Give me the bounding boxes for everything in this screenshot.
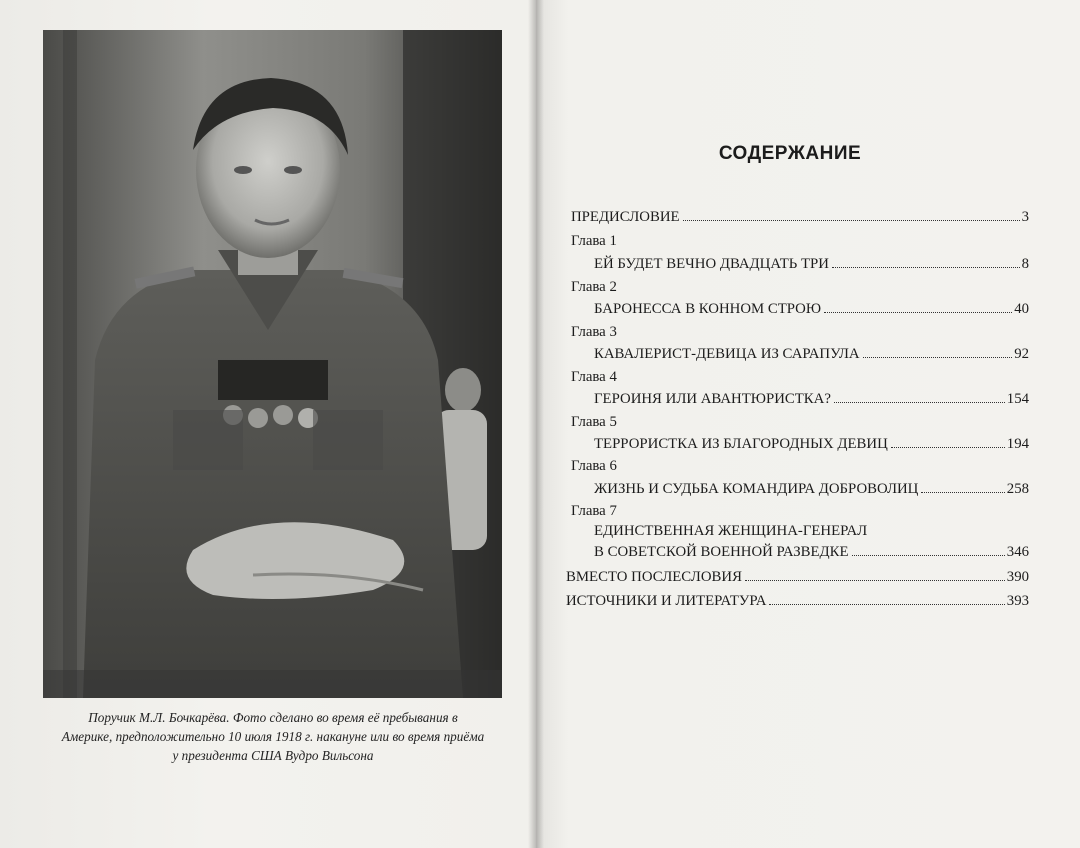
dot-leader — [824, 311, 1012, 313]
dot-leader — [745, 579, 1005, 581]
dot-leader — [769, 603, 1004, 605]
toc-entry-page: 390 — [1006, 569, 1029, 585]
dot-leader — [832, 266, 1020, 268]
toc-entry[interactable] — [594, 346, 1029, 363]
portrait-photo — [43, 30, 502, 698]
toc-entry[interactable] — [571, 209, 1029, 226]
chapter-label: Глава 7 — [571, 503, 617, 519]
caption-line: Поручик М.Л. Бочкарёва. Фото сделано во время её пребывания в — [88, 710, 458, 725]
toc-entry-title: ПРЕДИСЛОВИЕ — [571, 209, 680, 225]
toc-entry[interactable] — [594, 544, 1029, 561]
dot-leader — [921, 491, 1004, 493]
toc-entry[interactable] — [566, 593, 1029, 610]
left-page — [0, 0, 536, 848]
photo-caption — [56, 708, 490, 765]
toc-entry[interactable] — [594, 481, 1029, 498]
dot-leader — [891, 446, 1005, 448]
toc-entry[interactable] — [566, 569, 1029, 586]
toc-entry-title: ЖИЗНЬ И СУДЬБА КОМАНДИРА ДОБРОВОЛИЦ — [594, 481, 919, 497]
toc-entry[interactable] — [594, 256, 1029, 273]
toc-entry[interactable] — [594, 391, 1029, 408]
toc-entry-page: 3 — [1021, 209, 1029, 225]
caption-line: Америке, предположительно 10 июля 1918 г. накануне или во время приёма — [61, 729, 485, 744]
toc-entry-page: 194 — [1006, 436, 1029, 452]
toc-entry-page: 393 — [1006, 593, 1029, 609]
dot-leader — [863, 356, 1013, 358]
chapter-label: Глава 4 — [571, 369, 617, 385]
right-page — [536, 0, 1080, 848]
toc-entry[interactable] — [594, 436, 1029, 453]
toc-entry-page: 346 — [1006, 544, 1029, 560]
book-gutter — [528, 0, 544, 848]
chapter-label: Глава 1 — [571, 233, 617, 249]
toc-entry-title: ИСТОЧНИКИ И ЛИТЕРАТУРА — [566, 593, 767, 609]
toc-entry-page: 8 — [1021, 256, 1029, 272]
toc-entry[interactable] — [594, 301, 1029, 318]
toc-entry-title: БАРОНЕССА В КОННОМ СТРОЮ — [594, 301, 822, 317]
toc-entry-title: ТЕРРОРИСТКА ИЗ БЛАГОРОДНЫХ ДЕВИЦ — [594, 436, 888, 452]
toc-entry-page: 258 — [1006, 481, 1029, 497]
chapter-label: Глава 6 — [571, 458, 617, 474]
toc-entry-title: В СОВЕТСКОЙ ВОЕННОЙ РАЗВЕДКЕ — [594, 544, 849, 560]
dot-leader — [852, 554, 1005, 556]
toc-entry-title: ЕЙ БУДЕТ ВЕЧНО ДВАДЦАТЬ ТРИ — [594, 256, 829, 272]
toc-entry-page: 154 — [1006, 391, 1029, 407]
chapter-label: Глава 2 — [571, 279, 617, 295]
dot-leader — [683, 219, 1020, 221]
toc-entry-line — [594, 523, 1029, 540]
caption-line: у президента США Вудро Вильсона — [172, 748, 374, 763]
toc-entry-title: ВМЕСТО ПОСЛЕСЛОВИЯ — [566, 569, 742, 585]
portrait-photo-drawing — [43, 30, 502, 698]
toc-entry-page: 92 — [1014, 346, 1029, 362]
chapter-label: Глава 3 — [571, 324, 617, 340]
contents-title: СОДЕРЖАНИЕ — [718, 143, 862, 164]
toc-entry-title: ЕДИНСТВЕННАЯ ЖЕНЩИНА-ГЕНЕРАЛ — [594, 523, 868, 539]
toc-entry-title: ГЕРОИНЯ ИЛИ АВАНТЮРИСТКА? — [594, 391, 831, 407]
chapter-label: Глава 5 — [571, 414, 617, 430]
toc-entry-page: 40 — [1014, 301, 1029, 317]
dot-leader — [834, 401, 1005, 403]
toc-entry-title: КАВАЛЕРИСТ-ДЕВИЦА ИЗ САРАПУЛА — [594, 346, 860, 362]
